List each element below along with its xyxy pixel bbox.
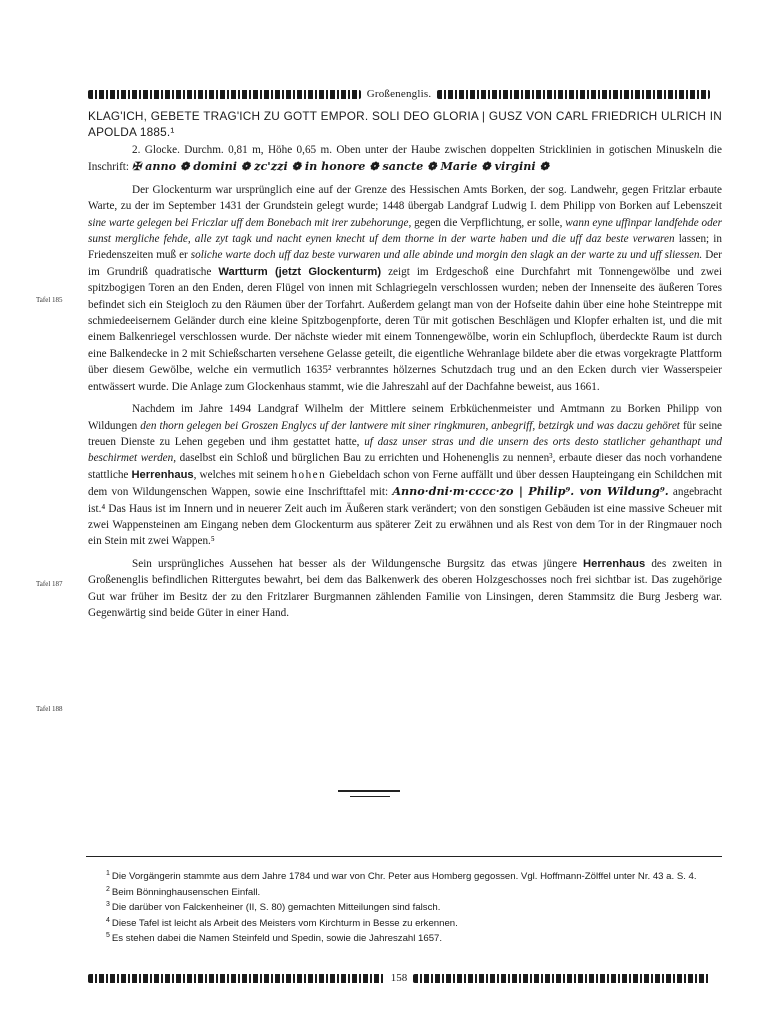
paragraph-text: angebracht ist.⁴ Das Haus ist im Innern und in neuerer Zeit auch im Äußeren stark verändert; von den sonstigen Gebäuden ist eine massive Scheuer mit zwei Wappensteinen am Eingang neben dem Glockenturm aus späterer Zeit zu erwähnen und als Rest von dem Tor in der Ringmauer noch ein Stein mit zwei Wappen.⁵ xyxy=(88,486,722,548)
section-separator xyxy=(350,796,390,797)
footnote-mark: 3 xyxy=(106,901,110,909)
historical-quote: uf dasz unser stras und die unsern des orts desto statlicher gehanthapt und beschirmet werden, xyxy=(88,435,722,465)
historical-quote: wann eyne uffinpar landfehde oder sunst mergliche fehde, alle zyt tagk und nacht eynen knecht uf dem thorne in der warte haben und die uff daz beste verwaren xyxy=(88,216,722,246)
paragraph-text: lassen; in Friedenszeiten muß er xyxy=(88,233,722,262)
footnote-mark: 1 xyxy=(106,870,110,877)
paragraph-text: , welches mit seinem xyxy=(193,468,292,481)
footnote-text: Beim Bönninghausenschen Einfall. xyxy=(111,886,261,898)
paragraph-text: 2. Glocke. Durchm. 0,81 m, Höhe 0,65 m. Oben unter der Haube zwischen doppelten Stricklinien in gotischen Minuskeln die Inschrift: xyxy=(88,144,722,174)
page-number: 158 xyxy=(390,972,408,984)
footer-ornament-right xyxy=(413,974,710,983)
margin-note-tafel-185: Tafel 185 xyxy=(36,296,63,304)
footer-ornament-left xyxy=(88,974,385,983)
bell-inscription: KLAG'ICH, GEBETE TRAG'ICH ZU GOTT EMPOR. SOLI DEO GLORIA | GUSZ VON CARL FRIEDRICH ULRICH IN APOLDA 1885.¹ xyxy=(88,109,722,139)
gothic-inscription: ✠ anno ❁ domini ❁ zc'zzi ❁ in honore ❁ sancte ❁ Marie ❁ virgini ❁ xyxy=(131,159,549,174)
running-title: Großenenglis. xyxy=(366,88,432,100)
paragraph-text: für seine treuen Dienste zu Lehen gegeben und ihm gestattet hatte, xyxy=(88,419,722,448)
paragraph-text: Der im Grundriß quadratische xyxy=(88,249,722,278)
gothic-inscription: Anno·dni·m·cccc·zo | Philip⁹. von Wildung⁹. xyxy=(392,484,669,499)
footnote xyxy=(98,930,722,946)
footnote-mark: 2 xyxy=(106,885,110,893)
historical-quote: soliche warte doch uff daz beste vurwaren und alle abinde und morgin den slagk an der warte zu und uff sliessen. xyxy=(190,249,703,262)
footnote-mark: 4 xyxy=(106,916,110,924)
page-footer xyxy=(88,970,710,986)
running-header xyxy=(88,86,710,102)
historical-quote: den thorn gelegen bei Groszen Englycs uf der lantwere mit siner ringkmuren, anbegriff, betzirgk und was daczu gehöret xyxy=(140,419,680,432)
header-ornament-left xyxy=(88,90,361,99)
footnote-text: Die darüber von Falckenheiner (II, S. 80) gemachten Mitteilungen sind falsch. xyxy=(111,902,441,914)
paragraph-glockenturm xyxy=(88,182,722,395)
paragraph-text: Nachdem im Jahre 1494 Landgraf Wilhelm der Mittlere seinem Erbküchenmeister und Amtmann zu Borken Philipp von Wildungen xyxy=(88,403,722,432)
paragraph-text: Giebeldach schon von Ferne auffällt und über dessen Haupteingang ein Schildchen mit dem von Wildungenschen Wappen, sowie eine Inschrifttafel mit: xyxy=(88,468,723,499)
paragraph-text: daselbst ein Schloß und bürglichen Bau zu errichten und Hohenenglis zu nennen³, erbaute dieser das noch vorhandene stattliche xyxy=(88,452,722,481)
paragraph-herrenhaus xyxy=(88,401,722,550)
header-ornament-right xyxy=(437,90,710,99)
spaced-word: hohen xyxy=(291,468,327,481)
footnote-rule xyxy=(86,856,722,857)
body-text xyxy=(88,108,722,627)
paragraph-second-herrenhaus xyxy=(88,556,722,622)
paragraph-second-bell xyxy=(88,142,722,176)
emphasis-herrenhaus: Herrenhaus xyxy=(583,557,646,570)
footnote-mark: 5 xyxy=(106,932,110,940)
footnotes xyxy=(98,868,722,946)
paragraph-text: Der Glockenturm war ursprünglich eine auf der Grenze des Hessischen Amts Borken, der sog. Landwehr, gegen Fritzlar erbaute Warte, zu der im September 1431 der Grundstein gelegt wurde; 1448 übergab Landgraf Ludwig I. dem Philipp von Borken auf Lebenszeit xyxy=(88,183,722,213)
footnote-text: Es stehen dabei die Namen Steinfeld und Spedin, sowie die Jahreszahl 1657. xyxy=(111,933,443,945)
paragraph-text: gegen die Verpflichtung, er solle, xyxy=(411,216,566,229)
footnote xyxy=(98,899,722,915)
paragraph-text: zeigt im Erdgeschoß eine Durchfahrt mit Tonnengewölbe und zwei spitzbogigen Toren an den Enden, deren Flügel von innen mit Schlagriegeln verschlossen wurden; neben der Innenseite des äußeren Tores befindet sich ein Steigloch zu den Räumen über der Torfahrt. Außerdem gelangt man von der Hofseite dahin über eine hohe Steintreppe mit schmiedeeisernem Geländer durch eine kleine Spitzbogenpforte, deren Tür mit gotischen Beschlägen und Klopfer erhalten ist, und die mit einem Balkenriegel verschlossen wurde. Der nächste wieder mit einem Tonnengewölbe, worin ein Schlupfloch, überdeckte Raum ist durch eine Balkendecke in 2 mit Schießscharten versehene Gelasse geteilt, die eigentliche Wehranlage bildete aber die etwas vorgekragte Plattform über diesem Gewölbe, welche ein vermutlich 1635² verbranntes hölzernes Schutzdach trug und an den Ecken durch vier Wasserspeier entwässert wurde. Die Anlage zum Glockenhaus stammt, wie die Jahreszahl auf der Dachfahne beweist, aus 1661. xyxy=(88,265,723,393)
footnote xyxy=(98,868,722,884)
footnote-text: Diese Tafel ist leicht als Arbeit des Meisters vom Kirchturm in Besse zu erkennen. xyxy=(111,917,458,929)
margin-note-tafel-188: Tafel 188 xyxy=(36,705,63,713)
section-separator xyxy=(338,790,400,792)
historical-quote: sine warte gelegen bei Friczlar uff dem Bonebach mit irer zubehorunge, xyxy=(88,216,412,229)
paragraph-text: des zweiten in Großenenglis befindlichen Rittergutes bewahrt, bei dem das Balkenwerk des oberen Holzgeschosses noch frei sichtbar ist. Das zugehörige Gut war früher im Besitz der zu den Fritzlarer Burgmannen zählenden Familie von Linsingen, deren Stammsitz die Burg Jesberg war. Gegenwärtig sind beide Güter in einer Hand. xyxy=(88,557,722,619)
footnote xyxy=(98,884,722,900)
emphasis-herrenhaus: Herrenhaus xyxy=(131,468,194,481)
footnote-text: Die Vorgängerin stammte aus dem Jahre 1784 und war von Chr. Peter aus Homberg gegossen. Vgl. Hoffmann-Zölffel unter Nr. 43 a. S. 4. xyxy=(111,871,697,883)
margin-note-tafel-187: Tafel 187 xyxy=(36,580,63,588)
paragraph-text: Sein ursprüngliches Aussehen hat besser als der Wildungensche Burgsitz das etwas jüngere xyxy=(132,557,584,570)
footnote xyxy=(98,915,722,931)
emphasis-wartturm: Wartturm (jetzt Glockenturm) xyxy=(218,265,382,278)
